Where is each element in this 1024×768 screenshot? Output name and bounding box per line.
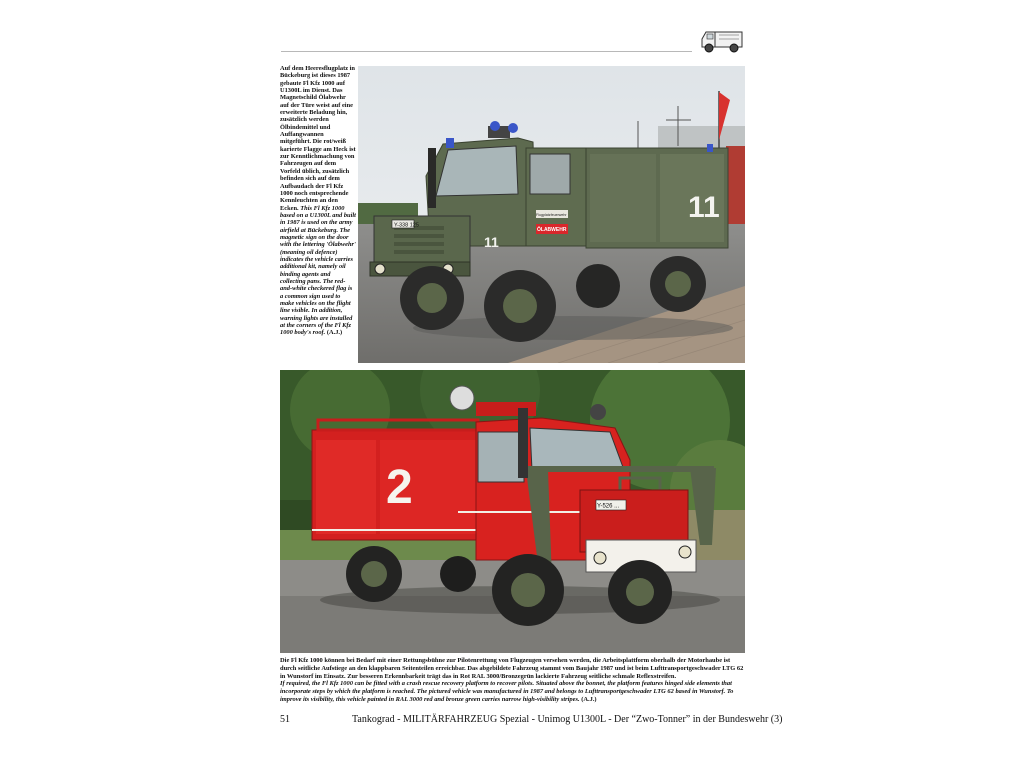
side-caption-credit: (A.J.) <box>326 329 343 337</box>
truck-icon <box>699 27 745 55</box>
bottom-caption-german: Die Fl Kfz 1000 können bei Bedarf mit einer Rettungsbühne zur Pilotenrettung von Flugzeugen versehen werden, die Arbeitsplattform oberhalb der Motorhaube ist durch seitliche Aufstiege an den klappbaren Seitenteilen erreichbar. Das abgebildete Fahrzeug stammt vom Baujahr 1987 und ist beim Lufttransportgeschwader LTG 62 in Wunstorf im Einsatz. Zur besseren Erkennbarkeit trägt das in Rot RAL 3000/Bronzegrün lackierte Fahrzeug seitliche schmale Reflexstreifen. <box>280 657 744 680</box>
door-sign: ÖLABWEHR <box>537 227 567 233</box>
hood-number: 11 <box>484 234 499 250</box>
body-number-red: 2 <box>386 461 413 514</box>
side-caption-english: This Fl Kfz 1000 based on a U1300L and built in 1987 is used on the army airfield at Bückeburg. The magnetic sign on the door with the lettering 'Ölabwehr' (meaning oil defence) indicates the vehicle carries additional kit, namely oil binding agents and collecting pans. The red-and-white checkered flag is a common sign used to make vehicles on the flight line visible. In addition, warning lights are installed at the corners of the Fl Kfz 1000 body's roof. <box>280 204 356 337</box>
side-caption-german: Auf dem Heeresflugplatz in Bückeburg ist dieses 1987 gebaute Fl Kfz 1000 auf U1300L im Dienst. Das Magnetschild Ölabwehr auf der Türe weist auf eine erweiterte Beladung hin, zusätzlich werden Ölbindemittel und Auffangwannen mitgeführt. Die rot/weiß karierte Flagge am Heck ist zur Kenntlichmachung von Fahrzeugen auf dem Vorfeld üblich, zusätzlich befinden sich auf dem Aufbaudach der Fl Kfz 1000 noch entsprechende Kennleuchten an den Ecken. <box>280 65 356 212</box>
bottom-caption-english: If required, the Fl Kfz 1000 can be fitted with a crash rescue recovery platform to recover pilots. Situated above the bonnet, the platform features hinged side elements that incorporate steps by which the platform is reached. The pictured vehicle was manufactured in 1987 and belongs to Lufttransportgeschwader LTG 62 based in Wunstorf. To improve its visibility, this vehicle painted in RAL 3000 red and bronze green carries narrow high-visibility stripes. <box>280 680 734 703</box>
bottom-caption <box>280 657 746 704</box>
bottom-caption-credit: (A.J.) <box>581 695 597 703</box>
photo-green-fire-truck <box>358 66 745 363</box>
page-number: 51 <box>280 714 290 725</box>
book-title: Tankograd - MILITÄRFAHRZEUG Spezial - Unimog U1300L - Der “Zwo-Tonner” in der Bundeswehr (3) <box>352 714 783 725</box>
license-plate: Y-338 125 <box>394 222 419 229</box>
photo-red-fire-truck <box>280 370 745 653</box>
door-text: Flugplatzfeuerwehr <box>536 213 567 217</box>
side-caption <box>280 65 356 337</box>
header-rule <box>281 51 692 52</box>
body-number: 11 <box>688 191 720 224</box>
license-plate-red: Y-526 ... <box>597 503 620 510</box>
